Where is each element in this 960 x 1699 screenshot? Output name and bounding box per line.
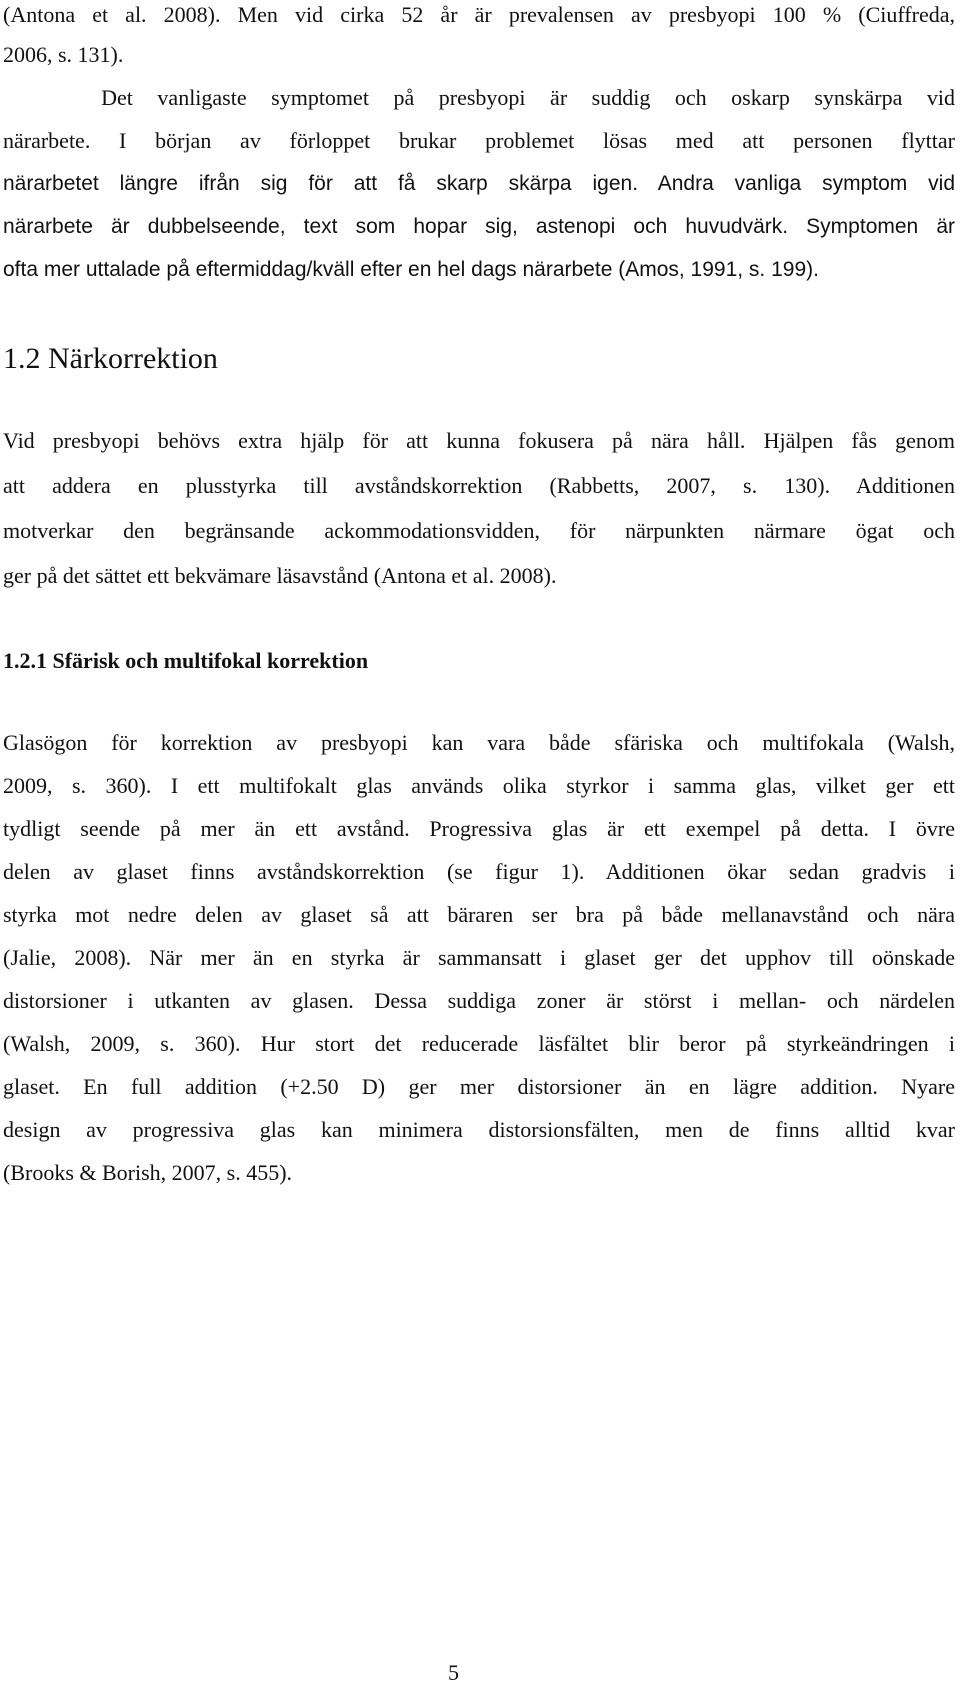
intro-line-7: ofta mer uttalade på eftermiddag/kväll efter en hel dags närarbete (Amos, 1991, s. 199). [3,258,819,281]
section-1-2-1-line-1: Glasögon för korrektion av presbyopi kan vara både sfäriska och multifokala (Walsh, [3,730,955,755]
intro-line-2: 2006, s. 131). [3,42,124,67]
section-1-2-line-3: motverkar den begränsande ackommodationsvidden, för närpunkten närmare ögat och [3,518,955,543]
section-1-2-1-line-8: (Walsh, 2009, s. 360). Hur stort det reducerade läsfältet blir beror på styrkeändringen i [3,1031,955,1056]
intro-line-3: Det vanligaste symptomet på presbyopi är suddig och oskarp synskärpa vid [3,85,955,110]
section-1-2-1-line-2: 2009, s. 360). I ett multifokalt glas används olika styrkor i samma glas, vilket ger ett [3,773,955,798]
intro-line-4: närarbete. I början av förloppet brukar problemet lösas med att personen flyttar [3,128,955,153]
section-1-2-1-line-3: tydligt seende på mer än ett avstånd. Progressiva glas är ett exempel på detta. I övre [3,816,955,841]
section-heading-1-2-1: 1.2.1 Sfärisk och multifokal korrektion [3,648,369,673]
section-1-2-1-line-9: glaset. En full addition (+2.50 D) ger mer distorsioner än en lägre addition. Nyare [3,1074,955,1099]
intro-line-5: närarbetet längre ifrån sig för att få skarp skärpa igen. Andra vanliga symptom vid [3,172,955,195]
section-1-2-1-line-5: styrka mot nedre delen av glaset så att bäraren ser bra på både mellanavstånd och nära [3,902,955,927]
section-1-2-line-1: Vid presbyopi behövs extra hjälp för att kunna fokusera på nära håll. Hjälpen fås genom [3,428,955,453]
page-number: 5 [448,1660,459,1685]
section-heading-1-2: 1.2 Närkorrektion [3,342,218,375]
section-1-2-1-line-10: design av progressiva glas kan minimera distorsionsfälten, men de finns alltid kvar [3,1117,955,1142]
section-1-2-1-line-6: (Jalie, 2008). När mer än en styrka är sammansatt i glaset ger det upphov till oönskade [3,945,955,970]
section-1-2-1-line-7: distorsioner i utkanten av glasen. Dessa suddiga zoner är störst i mellan- och närdelen [3,988,955,1013]
section-1-2-line-4: ger på det sättet ett bekvämare läsavstånd (Antona et al. 2008). [3,563,557,588]
intro-line-6: närarbete är dubbelseende, text som hopar sig, astenopi och huvudvärk. Symptomen är [3,215,955,238]
section-1-2-line-2: att addera en plusstyrka till avståndskorrektion (Rabbetts, 2007, s. 130). Additionen [3,473,955,498]
section-1-2-1-line-11: (Brooks & Borish, 2007, s. 455). [3,1160,293,1185]
intro-line-1: (Antona et al. 2008). Men vid cirka 52 år är prevalensen av presbyopi 100 % (Ciuffreda, [3,2,955,27]
section-1-2-1-line-4: delen av glaset finns avståndskorrektion (se figur 1). Additionen ökar sedan gradvis i [3,859,955,884]
